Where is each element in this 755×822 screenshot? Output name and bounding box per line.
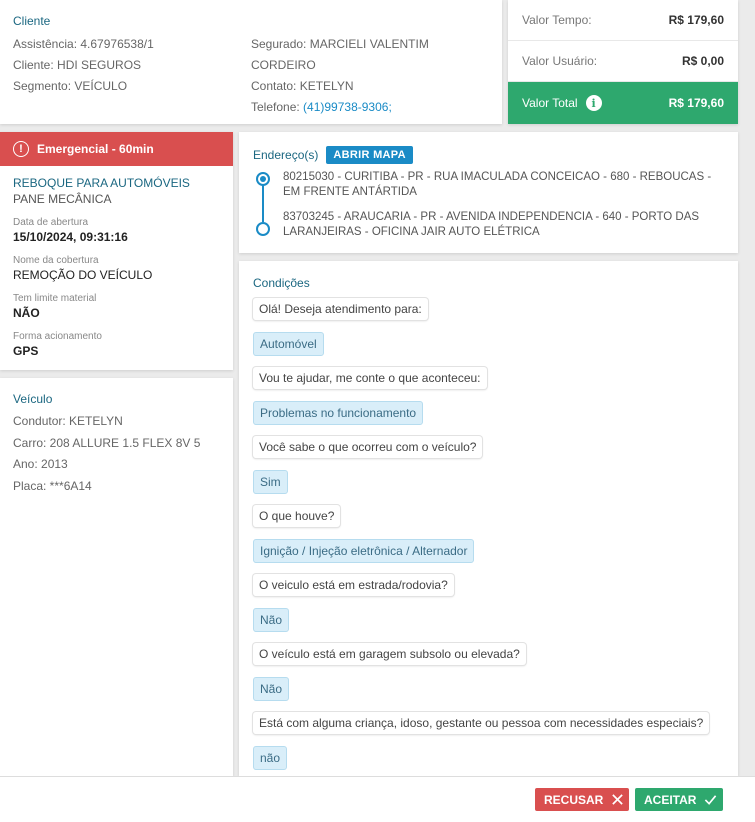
- segment: Segmento: VEÍCULO: [13, 79, 128, 93]
- activation-label: Forma acionamento: [13, 331, 102, 342]
- total-value-label-wrap: [522, 95, 602, 111]
- vehicle-section-title: Veículo: [13, 392, 53, 406]
- priority-badge: [0, 132, 233, 166]
- question-bubble: Vou te ajudar, me conte o que aconteceu:: [253, 367, 487, 389]
- check-icon: [704, 793, 717, 806]
- answer-bubble: Ignição / Injeção eletrônica / Alternador: [253, 539, 474, 563]
- total-value-row: [508, 82, 738, 124]
- info-icon[interactable]: i: [586, 95, 602, 111]
- service-card: [0, 132, 233, 370]
- vehicle-card: [0, 378, 233, 776]
- answer-bubble: Sim: [253, 470, 288, 494]
- assistance-number: Assistência: 4.67976538/1: [13, 37, 154, 51]
- address-timeline: [253, 170, 724, 240]
- service-reason: PANE MECÂNICA: [13, 192, 112, 206]
- conditions-chat: [253, 298, 724, 815]
- coverage-label: Nome da cobertura: [13, 255, 99, 266]
- question-bubble: Olá! Deseja atendimento para:: [253, 298, 428, 320]
- client-right-column: [251, 34, 489, 118]
- contact-name: Contato: KETELYN: [251, 79, 354, 93]
- time-value-label: Valor Tempo:: [522, 13, 592, 27]
- coverage-value: REMOÇÃO DO VEÍCULO: [13, 268, 153, 282]
- question-bubble: O veiculo está em estrada/rodovia?: [253, 574, 454, 596]
- destination-marker-icon: [256, 222, 270, 236]
- time-value-row: [508, 0, 738, 41]
- close-icon: [611, 793, 624, 806]
- phone-label: Telefone:: [251, 100, 300, 114]
- material-limit-field: [13, 292, 220, 321]
- opening-date-value: 15/10/2024, 09:31:16: [13, 230, 128, 244]
- vehicle-year: Ano: 2013: [13, 457, 68, 471]
- priority-badge-label: Emergencial - 60min: [37, 142, 154, 156]
- answer-bubble: não: [253, 746, 287, 770]
- user-value-label: Valor Usuário:: [522, 54, 598, 68]
- conditions-card: [239, 261, 738, 776]
- client-section-title: Cliente: [13, 14, 51, 28]
- vehicle-model: Carro: 208 ALLURE 1.5 FLEX 8V 5: [13, 435, 201, 450]
- origin-marker-icon: [256, 172, 270, 186]
- total-value-amount: R$ 179,60: [668, 96, 724, 110]
- open-map-button[interactable]: ABRIR MAPA: [326, 146, 412, 164]
- values-card: [508, 0, 738, 124]
- address-card: [239, 132, 738, 253]
- phone-link[interactable]: (41)99738-9306;: [303, 100, 392, 114]
- time-value-amount: R$ 179,60: [668, 13, 724, 27]
- client-card: [0, 0, 502, 124]
- user-value-row: [508, 41, 738, 82]
- answer-bubble: Não: [253, 677, 289, 701]
- opening-date-label: Data de abertura: [13, 217, 89, 228]
- opening-date-field: [13, 216, 220, 245]
- address-section-title: Endereço(s): [253, 148, 319, 162]
- vehicle-plate: Placa: ***6A14: [13, 478, 92, 493]
- conditions-section-title: Condições: [253, 276, 310, 290]
- material-limit-label: Tem limite material: [13, 293, 97, 304]
- question-bubble: Está com alguma criança, idoso, gestante ou pessoa com necessidades especiais?: [253, 712, 709, 734]
- accept-button-label: ACEITAR: [644, 792, 697, 807]
- material-limit-value: NÃO: [13, 306, 40, 320]
- answer-bubble: Problemas no funcionamento: [253, 401, 423, 425]
- user-value-amount: R$ 0,00: [681, 54, 724, 68]
- accept-button[interactable]: [635, 788, 723, 811]
- question-bubble: Você sabe o que ocorreu com o veículo?: [253, 436, 482, 458]
- insured-name: Segurado: MARCIELI VALENTIM CORDEIRO: [251, 37, 429, 72]
- action-footer: [0, 776, 755, 822]
- vehicle-driver: Condutor: KETELYN: [13, 414, 123, 428]
- answer-bubble: Não: [253, 608, 289, 632]
- reject-button[interactable]: [535, 788, 629, 811]
- reject-button-label: RECUSAR: [544, 792, 604, 807]
- client-left-column: [13, 34, 251, 118]
- question-bubble: O que houve?: [253, 505, 340, 527]
- origin-address: 80215030 - CURITIBA - PR - RUA IMACULADA CONCEICAO - 680 - REBOUCAS - EM FRENTE ANTÁRTIDA: [283, 171, 712, 198]
- client-name: Cliente: HDI SEGUROS: [13, 58, 142, 72]
- alert-icon: !: [13, 141, 29, 157]
- service-type: REBOQUE PARA AUTOMÓVEIS: [13, 176, 190, 190]
- activation-field: [13, 330, 220, 359]
- coverage-field: [13, 254, 220, 283]
- total-value-label: Valor Total: [522, 96, 578, 110]
- destination-address: 83703245 - ARAUCARIA - PR - AVENIDA INDEPENDENCIA - 640 - PORTO DAS LARANJEIRAS - OFICINA JAIR AUTO ELÉTRICA: [283, 211, 700, 238]
- phone-row: [251, 97, 489, 118]
- answer-bubble: Automóvel: [253, 332, 324, 356]
- question-bubble: O veículo está em garagem subsolo ou elevada?: [253, 643, 526, 665]
- activation-value: GPS: [13, 344, 39, 358]
